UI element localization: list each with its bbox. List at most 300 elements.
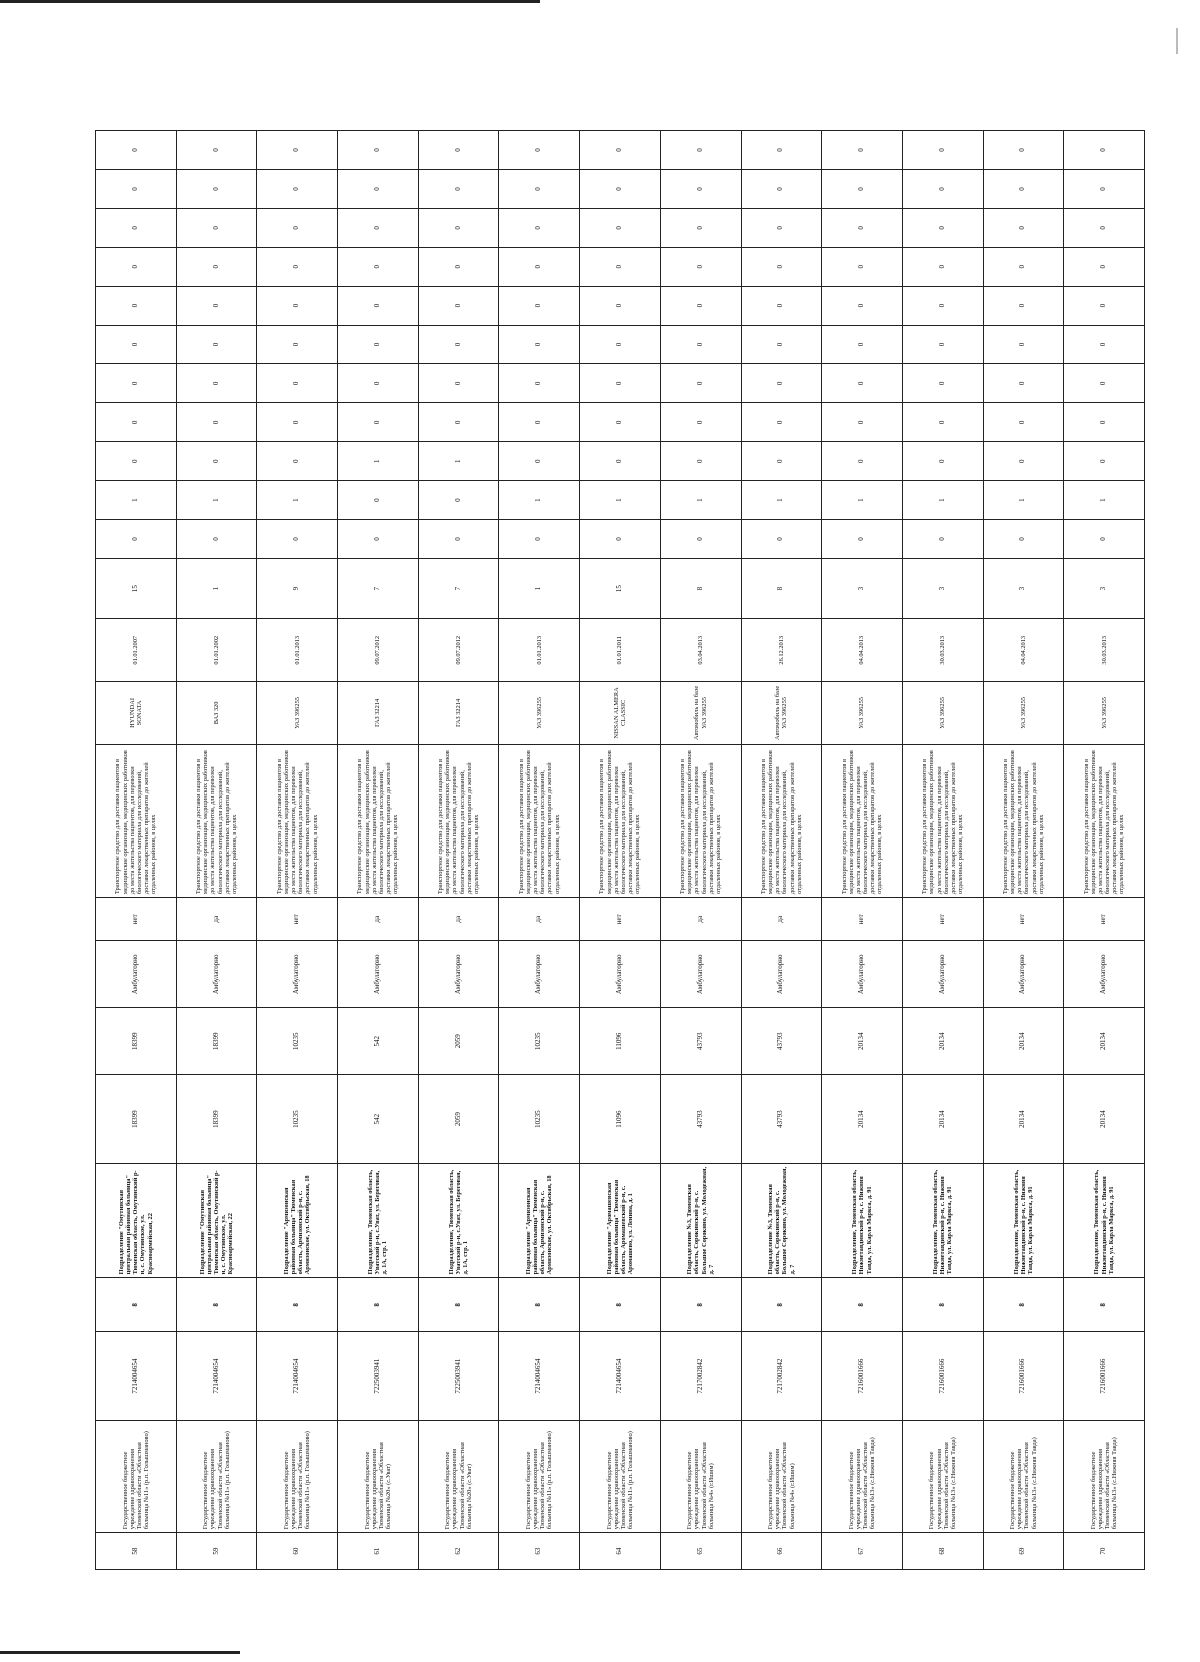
cell-b: 20134 (902, 1008, 983, 1075)
cell-model: NISSAN ALMERA CLASSIC (580, 682, 661, 745)
cell-code: 8 (418, 1278, 499, 1332)
cell-b: 11096 (580, 1008, 661, 1075)
cell-z3: 0 (499, 442, 580, 481)
table-body (96, 131, 1145, 1570)
cell-z5: 0 (741, 364, 822, 403)
cell-description: Транспортное средство для доставки пациентов в медицинские организации, медицинских работников до места жительства пациентов, для перевозки биологического материала для исследований, доставки лекарственных препаратов до жителей отдаленных районов, в целях (660, 744, 741, 897)
cell-z7: 0 (1064, 286, 1145, 325)
cell-z11: 0 (741, 131, 822, 170)
cell-z4: 0 (660, 403, 741, 442)
cell-z7: 0 (822, 286, 903, 325)
cell-z3: 1 (418, 442, 499, 481)
cell-a: 43793 (741, 1075, 822, 1164)
cell-code: 8 (741, 1278, 822, 1332)
cell-num: 67 (822, 1533, 903, 1570)
cell-z4: 0 (580, 403, 661, 442)
cell-address: Подразделение "Аромашевская районная больница" Тюменская область, Аромашевский р-н, с. Аромашево, ул. Ленина, д. 1 (580, 1163, 661, 1278)
cell-z4: 0 (96, 403, 177, 442)
cell-z6: 0 (499, 325, 580, 364)
cell-z4: 0 (176, 403, 257, 442)
cell-z10: 0 (580, 170, 661, 209)
cell-z2: 1 (983, 481, 1064, 520)
cell-service: Амбулаторно (1064, 941, 1145, 1008)
cell-org: Государственное бюджетное учреждение здравоохранения Тюменской области «Областная больница №13» (с.Нижняя Тавда) (983, 1420, 1064, 1532)
cell-z2: 1 (96, 481, 177, 520)
cell-date: 03.04.2013 (660, 619, 741, 682)
cell-z10: 0 (741, 170, 822, 209)
cell-address: Подразделение "Армизонская районная больница" Тюменская область, Армизонский р-н, с. Армизонское, ул. Октябрьская, 18 (499, 1163, 580, 1278)
cell-service: Амбулаторно (660, 941, 741, 1008)
cell-date: 01.01.2011 (580, 619, 661, 682)
cell-z5: 0 (902, 364, 983, 403)
cell-service: Амбулаторно (418, 941, 499, 1008)
cell-description: Транспортное средство для доставки пациентов в медицинские организации, медицинских работников до места жительства пациентов, для перевозки биологического материала для исследований, доставки лекарственных препаратов до жителей отдаленных районов, в целях (902, 744, 983, 897)
cell-inn: 7214004654 (176, 1332, 257, 1421)
cell-z6: 0 (338, 325, 419, 364)
cell-flag: да (418, 898, 499, 941)
cell-description: Транспортное средство для доставки пациентов в медицинские организации, медицинских работников до места жительства пациентов, для перевозки биологического материала для исследований, доставки лекарственных препаратов до жителей отдаленных районов, в целях (176, 744, 257, 897)
cell-z3: 0 (580, 442, 661, 481)
cell-z11: 0 (580, 131, 661, 170)
cell-description: Транспортное средство для доставки пациентов в медицинские организации, медицинских работников до места жительства пациентов, для перевозки биологического материала для исследований, доставки лекарственных препаратов до жителей отдаленных районов, в целях (499, 744, 580, 897)
cell-z1: 0 (96, 520, 177, 559)
cell-b: 43793 (660, 1008, 741, 1075)
vehicle-register-table (95, 130, 1145, 1570)
cell-z9: 0 (1064, 208, 1145, 247)
cell-flag: нет (257, 898, 338, 941)
cell-inn: 7225003941 (418, 1332, 499, 1421)
cell-z11: 0 (822, 131, 903, 170)
table-row (983, 131, 1064, 1570)
cell-code: 8 (822, 1278, 903, 1332)
cell-z4: 0 (983, 403, 1064, 442)
cell-b: 20134 (822, 1008, 903, 1075)
cell-z5: 0 (822, 364, 903, 403)
cell-a: 20134 (822, 1075, 903, 1164)
cell-z6: 0 (96, 325, 177, 364)
cell-z8: 0 (580, 247, 661, 286)
cell-num: 60 (257, 1533, 338, 1570)
cell-org: Государственное бюджетное учреждение здравоохранения Тюменской области «Областная больница №20» (с.Уват) (418, 1420, 499, 1532)
cell-service: Амбулаторно (902, 941, 983, 1008)
table-row (902, 131, 983, 1570)
cell-z2: 1 (1064, 481, 1145, 520)
cell-b: 542 (338, 1008, 419, 1075)
cell-z7: 0 (418, 286, 499, 325)
cell-date: 04.04.2013 (822, 619, 903, 682)
cell-a: 542 (338, 1075, 419, 1164)
cell-z9: 0 (660, 208, 741, 247)
cell-z1: 0 (1064, 520, 1145, 559)
cell-z8: 0 (96, 247, 177, 286)
cell-z4: 0 (902, 403, 983, 442)
cell-model: УАЗ 396255 (983, 682, 1064, 745)
cell-z8: 0 (983, 247, 1064, 286)
cell-a: 2059 (418, 1075, 499, 1164)
cell-inn: 7216001666 (902, 1332, 983, 1421)
cell-a: 18399 (96, 1075, 177, 1164)
cell-inn: 7214004654 (499, 1332, 580, 1421)
cell-z7: 0 (902, 286, 983, 325)
cell-address: Подразделение, Тюменская область, Уватский р-н, с.Уват, ул. Береговая, д. 1А, стр. 1 (418, 1163, 499, 1278)
cell-n1: 3 (983, 558, 1064, 618)
cell-n1: 9 (257, 558, 338, 618)
cell-org: Государственное бюджетное учреждение здравоохранения Тюменской области «Областная больница №13» (с.Нижняя Тавда) (902, 1420, 983, 1532)
cell-num: 58 (96, 1533, 177, 1570)
cell-z1: 0 (418, 520, 499, 559)
cell-org: Государственное бюджетное учреждение здравоохранения Тюменской области «Областная больница №4» (г.Ишим) (741, 1420, 822, 1532)
cell-z1: 0 (257, 520, 338, 559)
cell-z9: 0 (902, 208, 983, 247)
cell-z7: 0 (660, 286, 741, 325)
cell-n1: 7 (338, 558, 419, 618)
cell-n1: 7 (418, 558, 499, 618)
table-row (1064, 131, 1145, 1570)
cell-z8: 0 (499, 247, 580, 286)
cell-z3: 1 (338, 442, 419, 481)
cell-b: 10235 (499, 1008, 580, 1075)
cell-org: Государственное бюджетное учреждение здравоохранения Тюменской области «Областная больница №11» (р.п. Голышманово) (96, 1420, 177, 1532)
cell-z6: 0 (660, 325, 741, 364)
cell-z6: 0 (983, 325, 1064, 364)
cell-z8: 0 (741, 247, 822, 286)
cell-z6: 0 (176, 325, 257, 364)
table-row (176, 131, 257, 1570)
cell-model: Автомобиль на базе УАЗ 396255 (741, 682, 822, 745)
cell-org: Государственное бюджетное учреждение здравоохранения Тюменской области «Областная больница №11» (р.п. Голышманово) (176, 1420, 257, 1532)
cell-num: 69 (983, 1533, 1064, 1570)
cell-a: 20134 (983, 1075, 1064, 1164)
cell-address: Подразделение, Тюменская область, Нижнетавдинский р-н, с. Нижняя Тавда, ул. Карла Маркса, д. 91 (822, 1163, 903, 1278)
cell-z2: 1 (902, 481, 983, 520)
cell-flag: да (499, 898, 580, 941)
cell-org: Государственное бюджетное учреждение здравоохранения Тюменской области «Областная больница №11» (р.п. Голышманово) (580, 1420, 661, 1532)
cell-z10: 0 (902, 170, 983, 209)
cell-z9: 0 (418, 208, 499, 247)
cell-address: Подразделение, Тюменская область, Нижнетавдинский р-н, с. Нижняя Тавда, ул. Карла Маркса, д. 91 (902, 1163, 983, 1278)
cell-flag: да (660, 898, 741, 941)
cell-z8: 0 (418, 247, 499, 286)
cell-flag: нет (983, 898, 1064, 941)
cell-z10: 0 (176, 170, 257, 209)
cell-date: 01.01.2013 (499, 619, 580, 682)
cell-z2: 1 (580, 481, 661, 520)
cell-z11: 0 (257, 131, 338, 170)
cell-z9: 0 (257, 208, 338, 247)
cell-model: УАЗ 396255 (257, 682, 338, 745)
cell-b: 2059 (418, 1008, 499, 1075)
cell-z2: 0 (418, 481, 499, 520)
cell-z3: 0 (822, 442, 903, 481)
cell-z3: 0 (741, 442, 822, 481)
table-row (96, 131, 177, 1570)
cell-service: Амбулаторно (96, 941, 177, 1008)
cell-date: 04.04.2013 (983, 619, 1064, 682)
cell-description: Транспортное средство для доставки пациентов в медицинские организации, медицинских работников до места жительства пациентов, для перевозки биологического материала для исследований, доставки лекарственных препаратов до жителей отдаленных районов, в целях (1064, 744, 1145, 897)
cell-z5: 0 (580, 364, 661, 403)
cell-a: 10235 (499, 1075, 580, 1164)
cell-z7: 0 (338, 286, 419, 325)
cell-flag: да (338, 898, 419, 941)
cell-date: 30.03.2013 (902, 619, 983, 682)
cell-service: Амбулаторно (741, 941, 822, 1008)
cell-num: 62 (418, 1533, 499, 1570)
cell-service: Амбулаторно (983, 941, 1064, 1008)
cell-z9: 0 (96, 208, 177, 247)
cell-org: Государственное бюджетное учреждение здравоохранения Тюменской области «Областная больница №13» (с.Нижняя Тавда) (822, 1420, 903, 1532)
cell-b: 20134 (983, 1008, 1064, 1075)
cell-z8: 0 (338, 247, 419, 286)
cell-z7: 0 (499, 286, 580, 325)
cell-address: Подразделение №3, Тюменская область, Сорокинский р-н, с. Большое Сорокино, ул. Молодежная, д. 7 (741, 1163, 822, 1278)
cell-z5: 0 (1064, 364, 1145, 403)
cell-z2: 1 (499, 481, 580, 520)
cell-z10: 0 (1064, 170, 1145, 209)
cell-z11: 0 (418, 131, 499, 170)
cell-n1: 15 (580, 558, 661, 618)
cell-description: Транспортное средство для доставки пациентов в медицинские организации, медицинских работников до места жительства пациентов, для перевозки биологического материала для исследований, доставки лекарственных препаратов до жителей отдаленных районов, в целях (983, 744, 1064, 897)
cell-inn: 7214004654 (257, 1332, 338, 1421)
cell-z4: 0 (257, 403, 338, 442)
cell-z3: 0 (902, 442, 983, 481)
cell-num: 59 (176, 1533, 257, 1570)
cell-service: Амбулаторно (257, 941, 338, 1008)
cell-z5: 0 (418, 364, 499, 403)
cell-org: Государственное бюджетное учреждение здравоохранения Тюменской области «Областная больница №4» (г.Ишим) (660, 1420, 741, 1532)
table-row (418, 131, 499, 1570)
cell-b: 18399 (176, 1008, 257, 1075)
cell-num: 70 (1064, 1533, 1145, 1570)
cell-z8: 0 (176, 247, 257, 286)
cell-description: Транспортное средство для доставки пациентов в медицинские организации, медицинских работников до места жительства пациентов, для перевозки биологического материала для исследований, доставки лекарственных препаратов до жителей отдаленных районов, в целях (418, 744, 499, 897)
cell-address: Подразделение "Армизонская районная больница" Тюменская область, Армизонский р-н, с. Армизонское, ул. Октябрьская, 18 (257, 1163, 338, 1278)
cell-n1: 15 (96, 558, 177, 618)
cell-z10: 0 (499, 170, 580, 209)
cell-z3: 0 (257, 442, 338, 481)
cell-flag: нет (822, 898, 903, 941)
cell-z5: 0 (660, 364, 741, 403)
cell-z10: 0 (338, 170, 419, 209)
cell-z1: 0 (338, 520, 419, 559)
cell-description: Транспортное средство для доставки пациентов в медицинские организации, медицинских работников до места жительства пациентов, для перевозки биологического материала для исследований, доставки лекарственных препаратов до жителей отдаленных районов, в целях (822, 744, 903, 897)
cell-z10: 0 (822, 170, 903, 209)
cell-code: 8 (1064, 1278, 1145, 1332)
cell-service: Амбулаторно (822, 941, 903, 1008)
cell-z4: 0 (338, 403, 419, 442)
cell-z11: 0 (902, 131, 983, 170)
cell-code: 8 (96, 1278, 177, 1332)
cell-z2: 1 (660, 481, 741, 520)
cell-z9: 0 (499, 208, 580, 247)
scan-edge-right (1176, 28, 1178, 54)
cell-date: 01.01.2002 (176, 619, 257, 682)
cell-description: Транспортное средство для доставки пациентов в медицинские организации, медицинских работников до места жительства пациентов, для перевозки биологического материала для исследований, доставки лекарственных препаратов до жителей отдаленных районов, в целях (580, 744, 661, 897)
cell-z11: 0 (983, 131, 1064, 170)
cell-num: 64 (580, 1533, 661, 1570)
cell-num: 68 (902, 1533, 983, 1570)
cell-model: ВАЗ 320 (176, 682, 257, 745)
cell-z1: 0 (822, 520, 903, 559)
cell-description: Транспортное средство для доставки пациентов в медицинские организации, медицинских работников до места жительства пациентов, для перевозки биологического материала для исследований, доставки лекарственных препаратов до жителей отдаленных районов, в целях (741, 744, 822, 897)
cell-model: УАЗ 396255 (1064, 682, 1145, 745)
cell-model: ГАЗ 32214 (418, 682, 499, 745)
cell-org: Государственное бюджетное учреждение здравоохранения Тюменской области «Областная больница №13» (с.Нижняя Тавда) (1064, 1420, 1145, 1532)
cell-n1: 1 (176, 558, 257, 618)
table-row (822, 131, 903, 1570)
cell-inn: 7225003941 (338, 1332, 419, 1421)
cell-z9: 0 (741, 208, 822, 247)
cell-z7: 0 (176, 286, 257, 325)
cell-z4: 0 (822, 403, 903, 442)
cell-z6: 0 (741, 325, 822, 364)
cell-z10: 0 (257, 170, 338, 209)
cell-n1: 1 (499, 558, 580, 618)
cell-z10: 0 (96, 170, 177, 209)
cell-date: 09.07.2012 (418, 619, 499, 682)
cell-address: Подразделение, Тюменская область, Нижнетавдинский р-н, с. Нижняя Тавда, ул. Карла Маркса, д. 91 (1064, 1163, 1145, 1278)
cell-z3: 0 (176, 442, 257, 481)
cell-a: 18399 (176, 1075, 257, 1164)
cell-n1: 3 (822, 558, 903, 618)
cell-z1: 0 (499, 520, 580, 559)
cell-flag: да (741, 898, 822, 941)
cell-a: 20134 (1064, 1075, 1145, 1164)
cell-z5: 0 (983, 364, 1064, 403)
cell-date: 26.12.2013 (741, 619, 822, 682)
cell-z8: 0 (660, 247, 741, 286)
cell-a: 43793 (660, 1075, 741, 1164)
cell-description: Транспортное средство для доставки пациентов в медицинские организации, медицинских работников до места жительства пациентов, для перевозки биологического материала для исследований, доставки лекарственных препаратов до жителей отдаленных районов, в целях (257, 744, 338, 897)
cell-z8: 0 (902, 247, 983, 286)
cell-code: 8 (176, 1278, 257, 1332)
cell-model: Автомобиль на базе УАЗ 396255 (660, 682, 741, 745)
cell-z9: 0 (983, 208, 1064, 247)
cell-z7: 0 (983, 286, 1064, 325)
cell-inn: 7214004654 (580, 1332, 661, 1421)
cell-b: 10235 (257, 1008, 338, 1075)
cell-code: 8 (499, 1278, 580, 1332)
cell-n1: 3 (902, 558, 983, 618)
cell-inn: 7216001666 (983, 1332, 1064, 1421)
cell-z4: 0 (418, 403, 499, 442)
cell-z6: 0 (580, 325, 661, 364)
cell-z5: 0 (499, 364, 580, 403)
cell-z3: 0 (1064, 442, 1145, 481)
cell-z8: 0 (1064, 247, 1145, 286)
cell-z10: 0 (418, 170, 499, 209)
cell-z4: 0 (499, 403, 580, 442)
cell-model: HYUNDAI SONATA (96, 682, 177, 745)
cell-flag: нет (1064, 898, 1145, 941)
cell-code: 8 (660, 1278, 741, 1332)
cell-code: 8 (338, 1278, 419, 1332)
cell-z4: 0 (1064, 403, 1145, 442)
cell-inn: 7217002842 (660, 1332, 741, 1421)
cell-b: 43793 (741, 1008, 822, 1075)
cell-model: УАЗ 396255 (822, 682, 903, 745)
cell-service: Амбулаторно (176, 941, 257, 1008)
cell-z5: 0 (338, 364, 419, 403)
cell-z9: 0 (822, 208, 903, 247)
cell-inn: 7217002842 (741, 1332, 822, 1421)
cell-flag: нет (902, 898, 983, 941)
cell-z1: 0 (741, 520, 822, 559)
cell-date: 09.07.2012 (338, 619, 419, 682)
cell-address: Подразделение "Омутинская центральная районная больница" Тюменская область, Омутинский р-н, с. Омутинское, ул. Красноармейская, 22 (96, 1163, 177, 1278)
cell-z2: 1 (741, 481, 822, 520)
scan-edge-top (0, 0, 540, 3)
cell-num: 61 (338, 1533, 419, 1570)
cell-description: Транспортное средство для доставки пациентов в медицинские организации, медицинских работников до места жительства пациентов, для перевозки биологического материала для исследований, доставки лекарственных препаратов до жителей отдаленных районов, в целях (96, 744, 177, 897)
cell-n1: 8 (741, 558, 822, 618)
cell-z9: 0 (580, 208, 661, 247)
cell-description: Транспортное средство для доставки пациентов в медицинские организации, медицинских работников до места жительства пациентов, для перевозки биологического материала для исследований, доставки лекарственных препаратов до жителей отдаленных районов, в целях (338, 744, 419, 897)
cell-service: Амбулаторно (499, 941, 580, 1008)
cell-n1: 3 (1064, 558, 1145, 618)
cell-z1: 0 (580, 520, 661, 559)
cell-service: Амбулаторно (338, 941, 419, 1008)
cell-code: 8 (257, 1278, 338, 1332)
rotated-table-container (95, 130, 1145, 1570)
cell-z7: 0 (257, 286, 338, 325)
cell-a: 10235 (257, 1075, 338, 1164)
cell-service: Амбулаторно (580, 941, 661, 1008)
table-row (499, 131, 580, 1570)
cell-num: 65 (660, 1533, 741, 1570)
cell-num: 63 (499, 1533, 580, 1570)
scan-edge-bottom (0, 1651, 240, 1654)
cell-b: 18399 (96, 1008, 177, 1075)
cell-z1: 0 (176, 520, 257, 559)
cell-z7: 0 (741, 286, 822, 325)
cell-address: Подразделение, Тюменская область, Уватский р-н, с.Уват, ул. Береговая, д. 1А, стр. 1 (338, 1163, 419, 1278)
cell-date: 30.03.2013 (1064, 619, 1145, 682)
table-row (257, 131, 338, 1570)
cell-z3: 0 (96, 442, 177, 481)
cell-z10: 0 (660, 170, 741, 209)
cell-z10: 0 (983, 170, 1064, 209)
table-row (741, 131, 822, 1570)
cell-z6: 0 (822, 325, 903, 364)
cell-flag: да (176, 898, 257, 941)
cell-org: Государственное бюджетное учреждение здравоохранения Тюменской области «Областная больница №11» (р.п. Голышманово) (499, 1420, 580, 1532)
cell-inn: 7216001666 (1064, 1332, 1145, 1421)
cell-address: Подразделение, Тюменская область, Нижнетавдинский р-н, с. Нижняя Тавда, ул. Карла Маркса, д. 91 (983, 1163, 1064, 1278)
cell-z4: 0 (741, 403, 822, 442)
cell-org: Государственное бюджетное учреждение здравоохранения Тюменской области «Областная больница №11» (р.п. Голышманово) (257, 1420, 338, 1532)
cell-flag: нет (580, 898, 661, 941)
cell-z3: 0 (660, 442, 741, 481)
table-row (660, 131, 741, 1570)
cell-z2: 1 (176, 481, 257, 520)
cell-address: Подразделение "Омутинская центральная районная больница" Тюменская область, Омутинский р-н, с. Омутинское, ул. Красноармейская, 22 (176, 1163, 257, 1278)
cell-z9: 0 (176, 208, 257, 247)
cell-flag: нет (96, 898, 177, 941)
cell-z5: 0 (257, 364, 338, 403)
cell-inn: 7214004654 (96, 1332, 177, 1421)
cell-z1: 0 (902, 520, 983, 559)
cell-z6: 0 (418, 325, 499, 364)
cell-z7: 0 (96, 286, 177, 325)
cell-num: 66 (741, 1533, 822, 1570)
cell-z11: 0 (176, 131, 257, 170)
cell-z2: 1 (257, 481, 338, 520)
cell-z8: 0 (257, 247, 338, 286)
cell-z11: 0 (96, 131, 177, 170)
cell-model: УАЗ 396255 (499, 682, 580, 745)
cell-z11: 0 (499, 131, 580, 170)
cell-z1: 0 (660, 520, 741, 559)
